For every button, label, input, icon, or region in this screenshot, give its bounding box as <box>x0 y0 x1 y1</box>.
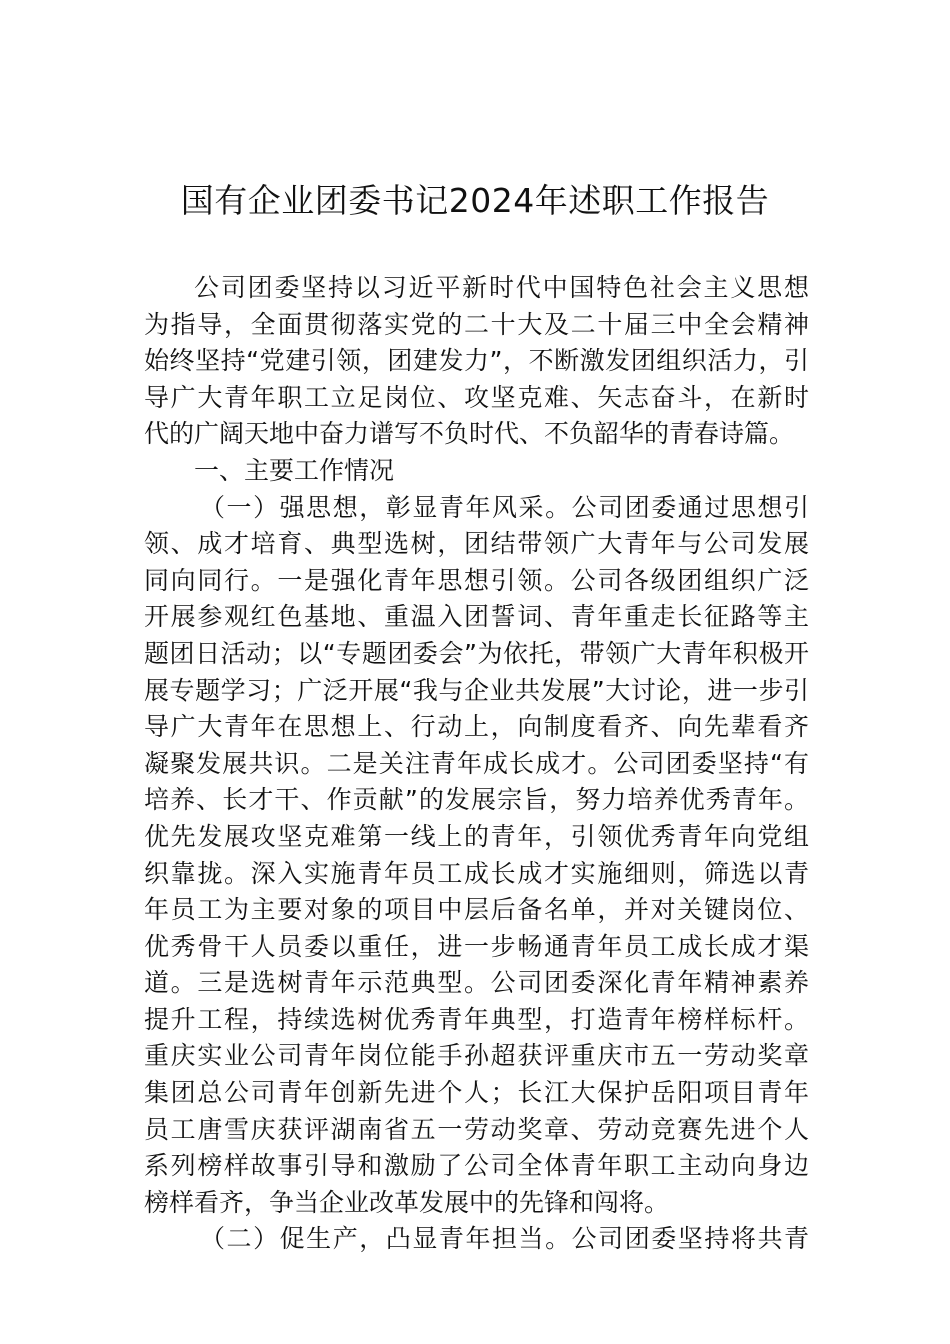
paragraph-line: 代的广阔天地中奋力谱写不负时代、不负韶华的青春诗篇。 <box>144 419 795 449</box>
paragraph-line: 展专题学习；广泛开展“我与企业共发展”大讨论，进一步引 <box>144 675 809 705</box>
paragraph-line: 导广大青年在思想上、行动上，向制度看齐、向先辈看齐 <box>144 712 809 742</box>
paragraph-line: 员工唐雪庆获评湖南省五一劳动奖章、劳动竞赛先进个人 <box>144 1114 809 1144</box>
paragraph-line: 导广大青年职工立足岗位、攻坚克难、矢志奋斗，在新时 <box>144 382 809 412</box>
paragraph-line: 榜样看齐，争当企业改革发展中的先锋和闯将。 <box>144 1187 670 1217</box>
paragraph-line: 提升工程，持续选树优秀青年典型，打造青年榜样标杆。 <box>144 1004 809 1034</box>
section-heading: 一、主要工作情况 <box>194 455 395 485</box>
document-body <box>144 270 809 1258</box>
paragraph-line: （二）促生产，凸显青年担当。公司团委坚持将共青 <box>200 1224 809 1254</box>
paragraph-line: 为指导，全面贯彻落实党的二十大及二十届三中全会精神 <box>144 309 809 339</box>
document-title: 国有企业团委书记2024年述职工作报告 <box>180 181 770 220</box>
paragraph-line: 同向同行。一是强化青年思想引领。公司各级团组织广泛 <box>144 565 809 595</box>
paragraph-line: 优先发展攻坚克难第一线上的青年，引领优秀青年向党组 <box>144 821 809 851</box>
paragraph-line: 题团日活动；以“专题团委会”为依托，带领广大青年积极开 <box>144 638 809 668</box>
paragraph-line: 开展参观红色基地、重温入团誓词、青年重走长征路等主 <box>144 602 809 632</box>
paragraph-line: 培养、长才干、作贡献”的发展宗旨，努力培养优秀青年。 <box>144 785 809 815</box>
paragraph-line: 织靠拢。深入实施青年员工成长成才实施细则，筛选以青 <box>144 858 809 888</box>
paragraph-line: （一）强思想，彰显青年风采。公司团委通过思想引 <box>200 492 809 522</box>
paragraph-line: 集团总公司青年创新先进个人；长江大保护岳阳项目青年 <box>144 1078 809 1108</box>
paragraph-line: 凝聚发展共识。二是关注青年成长成才。公司团委坚持“有 <box>144 748 809 778</box>
paragraph-line: 年员工为主要对象的项目中层后备名单，并对关键岗位、 <box>144 895 809 925</box>
paragraph-line: 优秀骨干人员委以重任，进一步畅通青年员工成长成才渠 <box>144 931 809 961</box>
paragraph-line: 领、成才培育、典型选树，团结带领广大青年与公司发展 <box>144 529 809 559</box>
paragraph-line: 重庆实业公司青年岗位能手孙超获评重庆市五一劳动奖章 <box>144 1041 809 1071</box>
paragraph-line: 道。三是选树青年示范典型。公司团委深化青年精神素养 <box>144 968 809 998</box>
paragraph-line: 公司团委坚持以习近平新时代中国特色社会主义思想 <box>194 273 809 302</box>
paragraph-line: 始终坚持“党建引领，团建发力”，不断激发团组织活力，引 <box>144 346 809 376</box>
paragraph-line: 系列榜样故事引导和激励了公司全体青年职工主动向身边 <box>144 1151 809 1181</box>
